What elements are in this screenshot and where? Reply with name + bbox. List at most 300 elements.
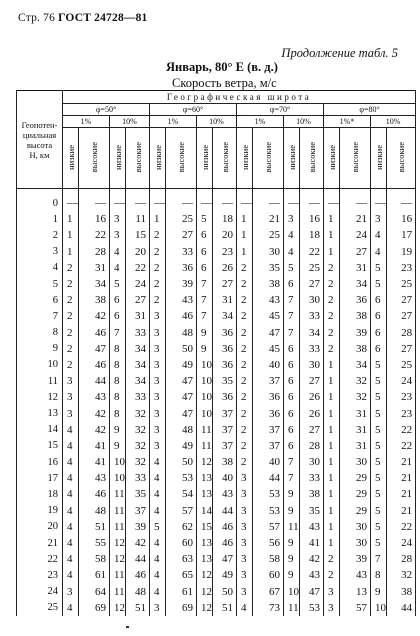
value-cell: —: [253, 189, 284, 212]
value-cell: 24: [126, 276, 150, 292]
height-cell: 15: [17, 438, 63, 454]
value-cell: 3: [150, 422, 166, 438]
value-cell: 65: [166, 567, 197, 583]
value-cell: —: [387, 189, 416, 212]
value-cell: 1: [324, 503, 340, 519]
value-cell: 58: [253, 551, 284, 567]
value-cell: 1: [324, 389, 340, 405]
value-cell: 29: [340, 470, 371, 486]
value-cell: 2: [324, 325, 340, 341]
value-cell: 37: [253, 373, 284, 389]
value-cell: 3: [237, 535, 253, 551]
value-cell: 42: [300, 551, 324, 567]
value-cell: 31: [340, 405, 371, 421]
value-cell: 4: [63, 454, 79, 470]
continuation-label: Продолжение табл. 5: [281, 46, 398, 60]
value-cell: 1: [324, 211, 340, 227]
table-row: [17, 405, 416, 421]
value-cell: 53: [166, 470, 197, 486]
value-cell: 30: [300, 292, 324, 308]
value-cell: 36: [340, 292, 371, 308]
value-cell: 3: [371, 211, 387, 227]
height-cell: 7: [17, 308, 63, 324]
value-cell: 28: [79, 244, 110, 260]
subcolumn-header: [213, 128, 237, 189]
value-cell: 1: [324, 519, 340, 535]
value-cell: 12: [197, 567, 213, 583]
value-cell: 50: [166, 454, 197, 470]
value-cell: 43: [300, 567, 324, 583]
value-cell: 37: [213, 405, 237, 421]
subcolumn-header: [126, 128, 150, 189]
value-cell: 44: [387, 600, 416, 616]
value-cell: 6: [284, 422, 300, 438]
value-cell: 54: [166, 486, 197, 502]
value-cell: 6: [371, 325, 387, 341]
value-cell: 27: [166, 227, 197, 243]
value-cell: 6: [371, 341, 387, 357]
value-cell: 7: [110, 325, 126, 341]
value-cell: 7: [284, 454, 300, 470]
value-cell: 11: [197, 438, 213, 454]
value-cell: 43: [79, 470, 110, 486]
value-cell: 5: [371, 454, 387, 470]
height-cell: 17: [17, 470, 63, 486]
height-cell: 2: [17, 227, 63, 243]
value-cell: 34: [126, 373, 150, 389]
table-row: [17, 486, 416, 502]
value-cell: 2: [63, 276, 79, 292]
value-cell: 5: [371, 260, 387, 276]
value-cell: 8: [110, 373, 126, 389]
subcolumn-header: [371, 128, 387, 189]
table-row: [17, 438, 416, 454]
value-cell: 4: [150, 454, 166, 470]
value-cell: 5: [197, 211, 213, 227]
table-row: [17, 292, 416, 308]
subcolumn-label: низкие: [239, 144, 250, 170]
value-cell: 47: [166, 373, 197, 389]
value-cell: 11: [110, 519, 126, 535]
value-cell: 47: [213, 551, 237, 567]
month-line: Январь, 80° Е (в. д.): [166, 60, 278, 74]
value-cell: 1: [324, 227, 340, 243]
value-cell: 21: [387, 454, 416, 470]
value-cell: 1: [324, 373, 340, 389]
value-cell: —: [213, 189, 237, 212]
value-cell: 7: [371, 551, 387, 567]
value-cell: 4: [150, 503, 166, 519]
value-cell: 11: [284, 519, 300, 535]
value-cell: 2: [150, 276, 166, 292]
value-cell: 47: [253, 325, 284, 341]
value-cell: 31: [340, 422, 371, 438]
value-cell: 9: [284, 567, 300, 583]
subcolumn-header: [63, 128, 79, 189]
value-cell: 5: [371, 357, 387, 373]
value-cell: 3: [63, 584, 79, 600]
value-cell: 5: [371, 535, 387, 551]
value-cell: 50: [213, 584, 237, 600]
subcolumn-label: высокие: [396, 141, 407, 173]
value-cell: 48: [166, 325, 197, 341]
value-cell: 53: [253, 486, 284, 502]
subcolumn-label: низкие: [373, 144, 384, 170]
value-cell: 31: [126, 308, 150, 324]
value-cell: 8: [110, 405, 126, 421]
height-cell: 19: [17, 503, 63, 519]
latitude-header: φ=70°: [237, 104, 324, 116]
value-cell: 7: [284, 470, 300, 486]
value-cell: 28: [387, 551, 416, 567]
subcolumn-label: низкие: [152, 144, 163, 170]
value-cell: 15: [126, 227, 150, 243]
value-cell: 2: [237, 325, 253, 341]
value-cell: 27: [300, 422, 324, 438]
value-cell: 29: [340, 503, 371, 519]
value-cell: 37: [213, 438, 237, 454]
value-cell: 5: [371, 422, 387, 438]
value-cell: 2: [237, 260, 253, 276]
value-cell: 4: [150, 567, 166, 583]
value-cell: 11: [110, 486, 126, 502]
value-cell: 40: [253, 454, 284, 470]
percentile-header: 1%: [237, 116, 284, 128]
value-cell: 63: [166, 551, 197, 567]
value-cell: 5: [284, 260, 300, 276]
value-cell: 13: [197, 470, 213, 486]
value-cell: 3: [150, 308, 166, 324]
value-cell: 30: [300, 454, 324, 470]
value-cell: 35: [213, 373, 237, 389]
value-cell: 41: [79, 438, 110, 454]
subcolumn-label: низкие: [112, 144, 123, 170]
subcolumn-label: высокие: [176, 141, 186, 173]
table-row: [17, 584, 416, 600]
value-cell: 6: [371, 308, 387, 324]
value-cell: 5: [371, 389, 387, 405]
value-cell: 23: [387, 405, 416, 421]
latitude-header: φ=50°: [63, 104, 150, 116]
value-cell: 39: [166, 276, 197, 292]
value-cell: 26: [213, 260, 237, 276]
value-cell: —: [340, 189, 371, 212]
value-cell: 36: [213, 341, 237, 357]
value-cell: 13: [197, 486, 213, 502]
value-cell: 47: [166, 389, 197, 405]
value-cell: 3: [237, 519, 253, 535]
table-row: [17, 454, 416, 470]
height-cell: 13: [17, 405, 63, 421]
value-cell: 23: [387, 260, 416, 276]
value-cell: 20: [126, 244, 150, 260]
value-cell: 2: [150, 292, 166, 308]
subcolumn-label: низкие: [286, 144, 297, 170]
value-cell: 11: [126, 211, 150, 227]
value-cell: 21: [387, 486, 416, 502]
value-cell: 30: [300, 357, 324, 373]
page-label: Стр. 76: [18, 12, 56, 24]
value-cell: 2: [237, 276, 253, 292]
value-cell: 22: [387, 519, 416, 535]
wind-speed-table: [16, 90, 416, 616]
value-cell: 2: [324, 341, 340, 357]
value-cell: 5: [371, 519, 387, 535]
value-cell: 6: [110, 292, 126, 308]
value-cell: 51: [126, 600, 150, 616]
value-cell: 11: [284, 600, 300, 616]
value-cell: —: [371, 189, 387, 212]
value-cell: 13: [197, 551, 213, 567]
value-cell: 43: [300, 519, 324, 535]
value-cell: 4: [63, 503, 79, 519]
value-cell: 32: [126, 405, 150, 421]
value-cell: 25: [300, 260, 324, 276]
value-cell: —: [63, 189, 79, 212]
value-cell: 5: [371, 373, 387, 389]
value-cell: 2: [237, 292, 253, 308]
value-cell: 46: [213, 535, 237, 551]
percentile-header: 10%: [371, 116, 416, 128]
value-cell: 9: [284, 503, 300, 519]
subcolumn-header: [324, 128, 340, 189]
value-cell: 1: [237, 244, 253, 260]
value-cell: 3: [63, 373, 79, 389]
value-cell: 61: [166, 584, 197, 600]
value-cell: 27: [300, 276, 324, 292]
value-cell: 50: [166, 341, 197, 357]
value-cell: 42: [79, 422, 110, 438]
value-cell: 11: [110, 503, 126, 519]
value-cell: 2: [324, 551, 340, 567]
value-cell: 2: [63, 357, 79, 373]
value-cell: 2: [237, 341, 253, 357]
value-cell: 35: [300, 503, 324, 519]
value-cell: 2: [324, 292, 340, 308]
value-cell: 1: [324, 470, 340, 486]
value-cell: 49: [166, 438, 197, 454]
subcolumn-label: низкие: [326, 144, 337, 170]
value-cell: 8: [110, 357, 126, 373]
value-cell: 61: [79, 567, 110, 583]
value-cell: 31: [213, 292, 237, 308]
subcolumn-label: высокие: [263, 141, 273, 173]
value-cell: 38: [340, 341, 371, 357]
value-cell: 15: [197, 519, 213, 535]
value-cell: 27: [387, 308, 416, 324]
value-cell: 2: [150, 260, 166, 276]
height-stub-header: Геопотен- циальная высота Н, км: [17, 91, 63, 189]
value-cell: 46: [79, 357, 110, 373]
value-cell: 1: [324, 405, 340, 421]
value-cell: —: [197, 189, 213, 212]
value-cell: 43: [213, 486, 237, 502]
value-cell: 4: [150, 486, 166, 502]
value-cell: 44: [253, 470, 284, 486]
value-cell: 2: [237, 438, 253, 454]
value-cell: 12: [197, 584, 213, 600]
value-cell: 37: [213, 422, 237, 438]
value-cell: 60: [166, 535, 197, 551]
value-cell: 42: [126, 535, 150, 551]
value-cell: 35: [253, 260, 284, 276]
value-cell: 34: [79, 276, 110, 292]
table-row: [17, 519, 416, 535]
height-cell: 9: [17, 341, 63, 357]
value-cell: 14: [197, 503, 213, 519]
value-cell: 2: [324, 260, 340, 276]
value-cell: 3: [237, 486, 253, 502]
value-cell: 4: [371, 227, 387, 243]
value-cell: 34: [213, 308, 237, 324]
value-cell: 4: [63, 486, 79, 502]
value-cell: 43: [166, 292, 197, 308]
value-cell: 3: [150, 405, 166, 421]
value-cell: —: [284, 189, 300, 212]
value-cell: 6: [284, 438, 300, 454]
value-cell: 30: [253, 244, 284, 260]
value-cell: 5: [371, 276, 387, 292]
value-cell: 2: [324, 276, 340, 292]
value-cell: —: [300, 189, 324, 212]
standard-number: ГОСТ 24728—81: [58, 12, 148, 24]
table-row: [17, 470, 416, 486]
value-cell: 6: [371, 292, 387, 308]
value-cell: 27: [387, 341, 416, 357]
height-cell: 22: [17, 551, 63, 567]
value-cell: 10: [197, 357, 213, 373]
value-cell: 67: [253, 584, 284, 600]
table-row: [17, 308, 416, 324]
value-cell: 3: [150, 357, 166, 373]
value-cell: 10: [197, 373, 213, 389]
value-cell: 4: [63, 519, 79, 535]
value-cell: 46: [79, 486, 110, 502]
value-cell: 4: [371, 244, 387, 260]
value-cell: 5: [371, 486, 387, 502]
value-cell: 32: [340, 373, 371, 389]
subcolumn-header: [237, 128, 253, 189]
latitude-header: φ=60°: [150, 104, 237, 116]
value-cell: 6: [284, 341, 300, 357]
value-cell: 12: [197, 600, 213, 616]
value-cell: 9: [284, 551, 300, 567]
value-cell: 26: [300, 405, 324, 421]
subcolumn-header: [300, 128, 324, 189]
value-cell: 21: [340, 211, 371, 227]
value-cell: 7: [284, 308, 300, 324]
percentile-header: 1%: [150, 116, 197, 128]
value-cell: 57: [166, 503, 197, 519]
page-header: [18, 12, 148, 24]
value-cell: 3: [237, 551, 253, 567]
value-cell: 6: [197, 227, 213, 243]
value-cell: 43: [340, 567, 371, 583]
value-cell: 33: [126, 470, 150, 486]
value-cell: 8: [371, 567, 387, 583]
value-cell: 36: [213, 325, 237, 341]
value-cell: 25: [166, 211, 197, 227]
value-cell: 31: [340, 260, 371, 276]
percentile-header: 1%*: [324, 116, 371, 128]
value-cell: 3: [237, 503, 253, 519]
value-cell: 38: [300, 486, 324, 502]
value-cell: 30: [340, 535, 371, 551]
value-cell: 41: [300, 535, 324, 551]
value-cell: 34: [126, 357, 150, 373]
value-cell: 10: [371, 600, 387, 616]
value-cell: 45: [253, 341, 284, 357]
subcolumn-header: [340, 128, 371, 189]
value-cell: 53: [253, 503, 284, 519]
value-cell: 32: [387, 567, 416, 583]
value-cell: 6: [197, 260, 213, 276]
value-cell: 2: [63, 260, 79, 276]
value-cell: 9: [197, 325, 213, 341]
value-cell: 42: [79, 308, 110, 324]
value-cell: 2: [150, 227, 166, 243]
height-cell: 4: [17, 260, 63, 276]
value-cell: 5: [371, 438, 387, 454]
height-cell: 5: [17, 276, 63, 292]
value-cell: 3: [284, 211, 300, 227]
value-cell: 10: [110, 470, 126, 486]
value-cell: 10: [284, 584, 300, 600]
value-cell: 36: [253, 405, 284, 421]
value-cell: 12: [110, 600, 126, 616]
table-row: [17, 341, 416, 357]
value-cell: 2: [63, 325, 79, 341]
value-cell: 1: [63, 244, 79, 260]
value-cell: 28: [387, 325, 416, 341]
subcolumn-label: высокие: [306, 141, 317, 173]
value-cell: 3: [237, 470, 253, 486]
value-cell: 11: [110, 584, 126, 600]
value-cell: 37: [253, 438, 284, 454]
subcolumn-label: низкие: [199, 144, 210, 170]
value-cell: 6: [284, 276, 300, 292]
value-cell: 16: [300, 211, 324, 227]
value-cell: 32: [126, 422, 150, 438]
value-cell: 1: [324, 357, 340, 373]
subcolumn-header: [387, 128, 416, 189]
value-cell: 6: [284, 405, 300, 421]
value-cell: 47: [300, 584, 324, 600]
table-row: [17, 422, 416, 438]
value-cell: 2: [237, 405, 253, 421]
value-cell: 24: [387, 373, 416, 389]
value-cell: 9: [110, 438, 126, 454]
value-cell: 4: [63, 438, 79, 454]
value-cell: 27: [126, 292, 150, 308]
value-cell: 2: [237, 389, 253, 405]
value-cell: 48: [126, 584, 150, 600]
value-cell: 60: [253, 567, 284, 583]
value-cell: 2: [237, 357, 253, 373]
table-row: [17, 600, 416, 616]
value-cell: 22: [79, 227, 110, 243]
table-row: [17, 535, 416, 551]
value-cell: 9: [110, 422, 126, 438]
height-cell: 16: [17, 454, 63, 470]
value-cell: 27: [340, 244, 371, 260]
value-cell: 64: [79, 584, 110, 600]
value-cell: 3: [110, 227, 126, 243]
height-cell: 24: [17, 584, 63, 600]
value-cell: 57: [253, 519, 284, 535]
value-cell: 39: [126, 519, 150, 535]
table-row: [17, 567, 416, 583]
